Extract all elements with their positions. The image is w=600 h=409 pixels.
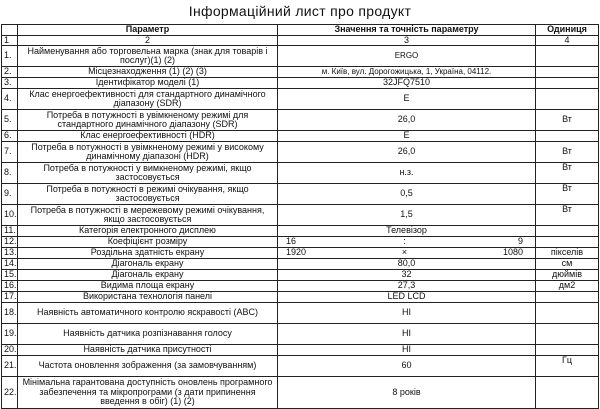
row-value: 8 років — [278, 377, 536, 409]
row-value: LED LCD — [278, 292, 536, 303]
row-number: 11. — [2, 226, 18, 237]
table-row — [2, 226, 599, 237]
table-row — [2, 184, 599, 205]
row-number: 10. — [2, 205, 18, 226]
row-parameter: Діагональ екрану — [18, 270, 278, 281]
row-unit — [536, 292, 599, 303]
table-row — [2, 205, 599, 226]
row-parameter: Діагональ екрану — [18, 259, 278, 270]
table-row — [2, 110, 599, 131]
row-parameter: Наявність автоматичного контролю яскравості (ABC) — [18, 303, 278, 324]
row-unit — [536, 67, 599, 78]
row-number: 8. — [2, 163, 18, 184]
row-number: 7. — [2, 142, 18, 163]
row-unit — [536, 226, 599, 237]
row-number: 3. — [2, 78, 18, 89]
row-number: 2. — [2, 67, 18, 78]
aspect-width: 16 — [286, 236, 297, 247]
row-value — [278, 237, 536, 248]
table-row — [2, 292, 599, 303]
table-row — [2, 237, 599, 248]
row-unit: дм2 — [536, 281, 599, 292]
row-parameter: Потреба в потужності в увімкненому режимі у високому динамічному діапазоні (HDR) — [18, 142, 278, 163]
column-number: 4 — [536, 35, 599, 46]
row-unit: Вт — [536, 184, 599, 205]
row-value — [278, 248, 536, 259]
row-number: 22. — [2, 377, 18, 409]
row-number: 17. — [2, 292, 18, 303]
row-number: 9. — [2, 184, 18, 205]
col-header-parameter: Параметр — [18, 25, 278, 36]
table-row — [2, 142, 599, 163]
row-unit — [536, 303, 599, 324]
row-parameter: Найменування або торговельна марка (знак для товарів і послуг)(1) (2) — [18, 46, 278, 67]
row-parameter: Роздільна здатність екрану — [18, 248, 278, 259]
table-row — [2, 345, 599, 356]
row-parameter: Використана технологія панелі — [18, 292, 278, 303]
column-number-row — [2, 35, 599, 46]
row-number: 14. — [2, 259, 18, 270]
row-parameter: Наявність датчика присутності — [18, 345, 278, 356]
table-row — [2, 270, 599, 281]
row-parameter: Категорія електронного дисплею — [18, 226, 278, 237]
row-value: Телевізор — [278, 226, 536, 237]
row-unit: пікселів — [536, 248, 599, 259]
row-value: 26,0 — [278, 110, 536, 131]
column-number: 1 — [2, 35, 18, 46]
row-unit: дюймів — [536, 270, 599, 281]
table-row — [2, 259, 599, 270]
table-row — [2, 356, 599, 377]
col-header-number — [2, 25, 18, 36]
row-number: 12. — [2, 237, 18, 248]
row-unit — [536, 46, 599, 67]
row-number: 5. — [2, 110, 18, 131]
row-unit — [536, 237, 599, 248]
resolution-width: 1920 — [286, 247, 307, 258]
aspect-height: 9 — [517, 236, 523, 247]
row-unit — [536, 377, 599, 409]
row-value: НІ — [278, 345, 536, 356]
row-parameter: Потреба в потужності у вимкненому режимі, якщо застосовується — [18, 163, 278, 184]
row-unit — [536, 345, 599, 356]
row-unit — [536, 324, 599, 345]
row-unit — [536, 89, 599, 110]
row-unit: Вт — [536, 110, 599, 131]
row-unit: Гц — [536, 356, 599, 377]
row-value: 0,5 — [278, 184, 536, 205]
row-number: 20. — [2, 345, 18, 356]
row-number: 16. — [2, 281, 18, 292]
table-row — [2, 324, 599, 345]
row-unit: Вт — [536, 142, 599, 163]
header-row — [2, 25, 599, 36]
row-number: 1. — [2, 46, 18, 67]
column-number: 2 — [18, 35, 278, 46]
row-value: E — [278, 131, 536, 142]
row-number: 15. — [2, 270, 18, 281]
col-header-value: Значення та точність параметру — [278, 25, 536, 36]
row-value: 60 — [278, 356, 536, 377]
row-value: м. Київ, вул. Дорогожицька, 1, Україна, 04112. — [278, 67, 536, 78]
table-row — [2, 67, 599, 78]
row-number: 4. — [2, 89, 18, 110]
resolution-height: 1080 — [502, 247, 523, 258]
table-row — [2, 78, 599, 89]
table-row — [2, 377, 599, 409]
row-parameter: Ідентифікатор моделі (1) — [18, 78, 278, 89]
row-parameter: Місцезнаходження (1) (2) (3) — [18, 67, 278, 78]
product-info-table — [1, 24, 599, 409]
table-row — [2, 131, 599, 142]
row-unit: Вт — [536, 163, 599, 184]
table-row — [2, 303, 599, 324]
table-row — [2, 281, 599, 292]
row-parameter: Частота оновлення зображення (за замовчуванням) — [18, 356, 278, 377]
row-value: 32 — [278, 270, 536, 281]
table-row — [2, 248, 599, 259]
row-number: 19. — [2, 324, 18, 345]
row-value: 1,5 — [278, 205, 536, 226]
row-parameter: Потреба в потужності в увімкненому режимі для стандартного динамічного діапазону (SDR) — [18, 110, 278, 131]
row-value: 80,0 — [278, 259, 536, 270]
row-parameter: Потреба в потужності в режимі очікування, якщо застосовується — [18, 184, 278, 205]
row-parameter: Видима площа екрану — [18, 281, 278, 292]
row-value: 32JFQ7510 — [278, 78, 536, 89]
row-parameter: Наявність датчика розпізнавання голосу — [18, 324, 278, 345]
row-value: 27,3 — [278, 281, 536, 292]
aspect-separator: : — [403, 236, 406, 247]
row-number: 6. — [2, 131, 18, 142]
row-unit — [536, 131, 599, 142]
row-parameter: Клас енергоефективності для стандартного динамічного діапазону (SDR) — [18, 89, 278, 110]
table-row — [2, 89, 599, 110]
row-number: 13. — [2, 248, 18, 259]
row-value: н.з. — [278, 163, 536, 184]
page-title: Інформаційний лист про продукт — [188, 3, 412, 19]
row-number: 18. — [2, 303, 18, 324]
row-parameter: Коефіцієнт розміру — [18, 237, 278, 248]
row-value: E — [278, 89, 536, 110]
row-unit: Вт — [536, 205, 599, 226]
row-parameter: Мінімальна гарантована доступність оновлень програмного забезпечення та мікропрограми (з дати припинення введення в обіг) (1) (2) — [18, 377, 278, 409]
row-parameter: Потреба в потужності в мережевому режимі очікування, якщо застосовується — [18, 205, 278, 226]
row-unit — [536, 78, 599, 89]
row-number: 21. — [2, 356, 18, 377]
row-value: НІ — [278, 303, 536, 324]
column-number: 3 — [278, 35, 536, 46]
row-value: НІ — [278, 324, 536, 345]
table-row — [2, 163, 599, 184]
resolution-separator: × — [401, 247, 408, 258]
row-parameter: Клас енергоефективності (HDR) — [18, 131, 278, 142]
row-unit: см — [536, 259, 599, 270]
col-header-unit: Одиниця — [536, 25, 599, 36]
row-value: ERGO — [278, 46, 536, 67]
row-value: 26,0 — [278, 142, 536, 163]
table-row — [2, 46, 599, 67]
